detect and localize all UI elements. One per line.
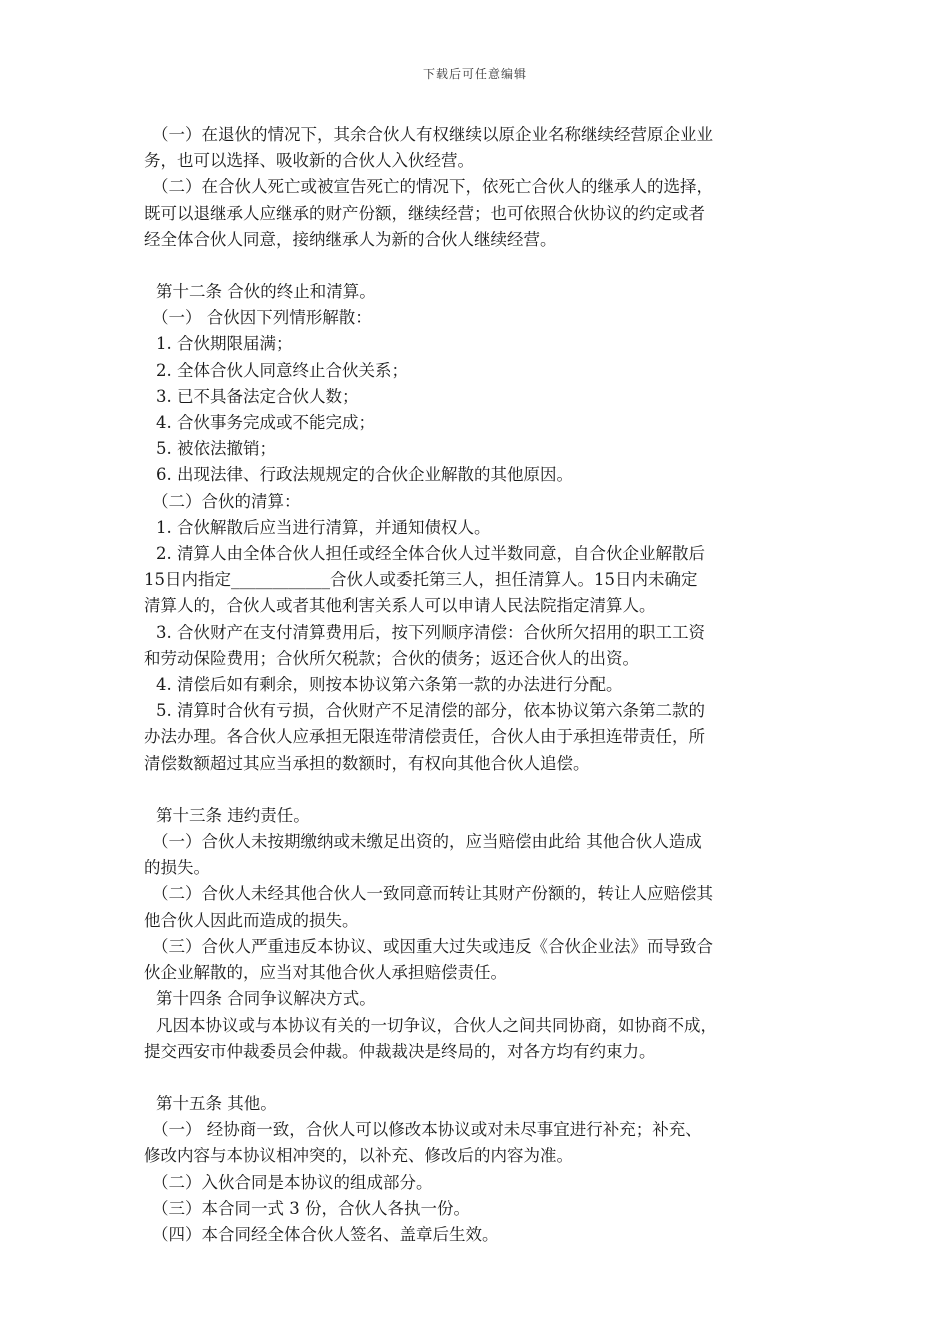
section-withdrawal-death <box>144 122 812 253</box>
document-body <box>144 122 812 1248</box>
paragraph-line: 务，也可以选择、吸收新的合伙人入伙经营。 <box>144 151 474 171</box>
list-item: 2. 清算人由全体合伙人担任或经全体合伙人过半数同意，自合伙企业解散后 <box>156 544 705 564</box>
section-article-15 <box>144 1091 812 1248</box>
paragraph-line: 清算人的，合伙人或者其他利害关系人可以申请人民法院指定清算人。 <box>144 596 656 616</box>
list-item: 6. 出现法律、行政法规规定的合伙企业解散的其他原因。 <box>156 465 573 485</box>
paragraph-gap <box>144 1065 812 1091</box>
paragraph-gap <box>144 253 812 279</box>
paragraph-line: （一）在退伙的情况下，其余合伙人有权继续以原企业名称继续经营原企业业 <box>152 125 713 144</box>
section-article-12 <box>144 279 812 777</box>
paragraph-line: （二）合伙的清算： <box>152 491 301 511</box>
list-item: 4. 清偿后如有剩余，则按本协议第六条第一款的办法进行分配。 <box>156 675 623 695</box>
paragraph-line: 15日内指定____________合伙人或委托第三人，担任清算人。15日内未确定 <box>144 570 698 590</box>
list-item: 5. 被依法撤销； <box>156 439 276 459</box>
paragraph-line: 经全体合伙人同意，接纳继承人为新的合伙人继续经营。 <box>144 229 557 249</box>
list-item: 1. 合伙解散后应当进行清算，并通知债权人。 <box>156 517 491 537</box>
paragraph-line: （二）入伙合同是本协议的组成部分。 <box>152 1172 433 1192</box>
paragraph-line: 和劳动保险费用；合伙所欠税款；合伙的债务；返还合伙人的出资。 <box>144 648 639 668</box>
paragraph-line: （二）合伙人未经其他合伙人一致同意而转让其财产份额的，转让人应赔偿其 <box>152 884 713 904</box>
paragraph-line: 的损失。 <box>144 858 210 878</box>
paragraph-line: （四）本合同经全体合伙人签名、盖章后生效。 <box>152 1224 499 1244</box>
article-heading: 第十二条 合伙的终止和清算。 <box>156 282 376 302</box>
list-item: 3. 已不具备法定合伙人数； <box>156 386 359 406</box>
paragraph-line: 他合伙人因此而造成的损失。 <box>144 910 359 930</box>
paragraph-line: （一） 经协商一致，合伙人可以修改本协议或对未尽事宜进行补充；补充、 <box>152 1120 702 1140</box>
list-item: 3. 合伙财产在支付清算费用后，按下列顺序清偿：合伙所欠招用的职工工资 <box>156 622 705 642</box>
list-item: 5. 清算时合伙有亏损，合伙财产不足清偿的部分，依本协议第六条第二款的 <box>156 701 705 721</box>
page-header: 下载后可任意编辑 <box>422 67 527 81</box>
paragraph-line: （二）在合伙人死亡或被宣告死亡的情况下，依死亡合伙人的继承人的选择， <box>152 177 713 197</box>
article-heading: 第十五条 其他。 <box>156 1093 277 1113</box>
paragraph-line: 提交西安市仲裁委员会仲裁。仲裁裁决是终局的，对各方均有约束力。 <box>144 1041 656 1061</box>
paragraph-line: 既可以退继承人应继承的财产份额，继续经营；也可依照合伙协议的约定或者 <box>144 203 705 223</box>
paragraph-line: （三）合伙人严重违反本协议、或因重大过失或违反《合伙企业法》而导致合 <box>152 936 713 956</box>
article-heading: 第十四条 合同争议解决方式。 <box>156 989 376 1009</box>
paragraph-line: 伙企业解散的，应当对其他合伙人承担赔偿责任。 <box>144 963 507 983</box>
list-item: 2. 全体合伙人同意终止合伙关系； <box>156 360 408 380</box>
paragraph-line: 修改内容与本协议相冲突的，以补充、修改后的内容为准。 <box>144 1146 573 1166</box>
list-item: 1. 合伙期限届满； <box>156 334 293 354</box>
paragraph-line: （一） 合伙因下列情形解散： <box>152 308 372 328</box>
paragraph-line: 办法办理。各合伙人应承担无限连带清偿责任，合伙人由于承担连带责任，所 <box>144 727 705 747</box>
paragraph-gap <box>144 777 812 803</box>
article-heading: 第十三条 违约责任。 <box>156 805 310 825</box>
list-item: 4. 合伙事务完成或不能完成； <box>156 413 375 433</box>
paragraph-line: 清偿数额超过其应当承担的数额时，有权向其他合伙人追偿。 <box>144 753 590 773</box>
paragraph-line: （一）合伙人未按期缴纳或未缴足出资的，应当赔偿由此给 其他合伙人造成 <box>152 832 702 852</box>
section-article-13-14 <box>144 803 812 1065</box>
paragraph-line: （三）本合同一式 3 份，合伙人各执一份。 <box>152 1198 470 1218</box>
paragraph-line: 凡因本协议或与本协议有关的一切争议，合伙人之间共同协商，如协商不成， <box>156 1015 717 1035</box>
